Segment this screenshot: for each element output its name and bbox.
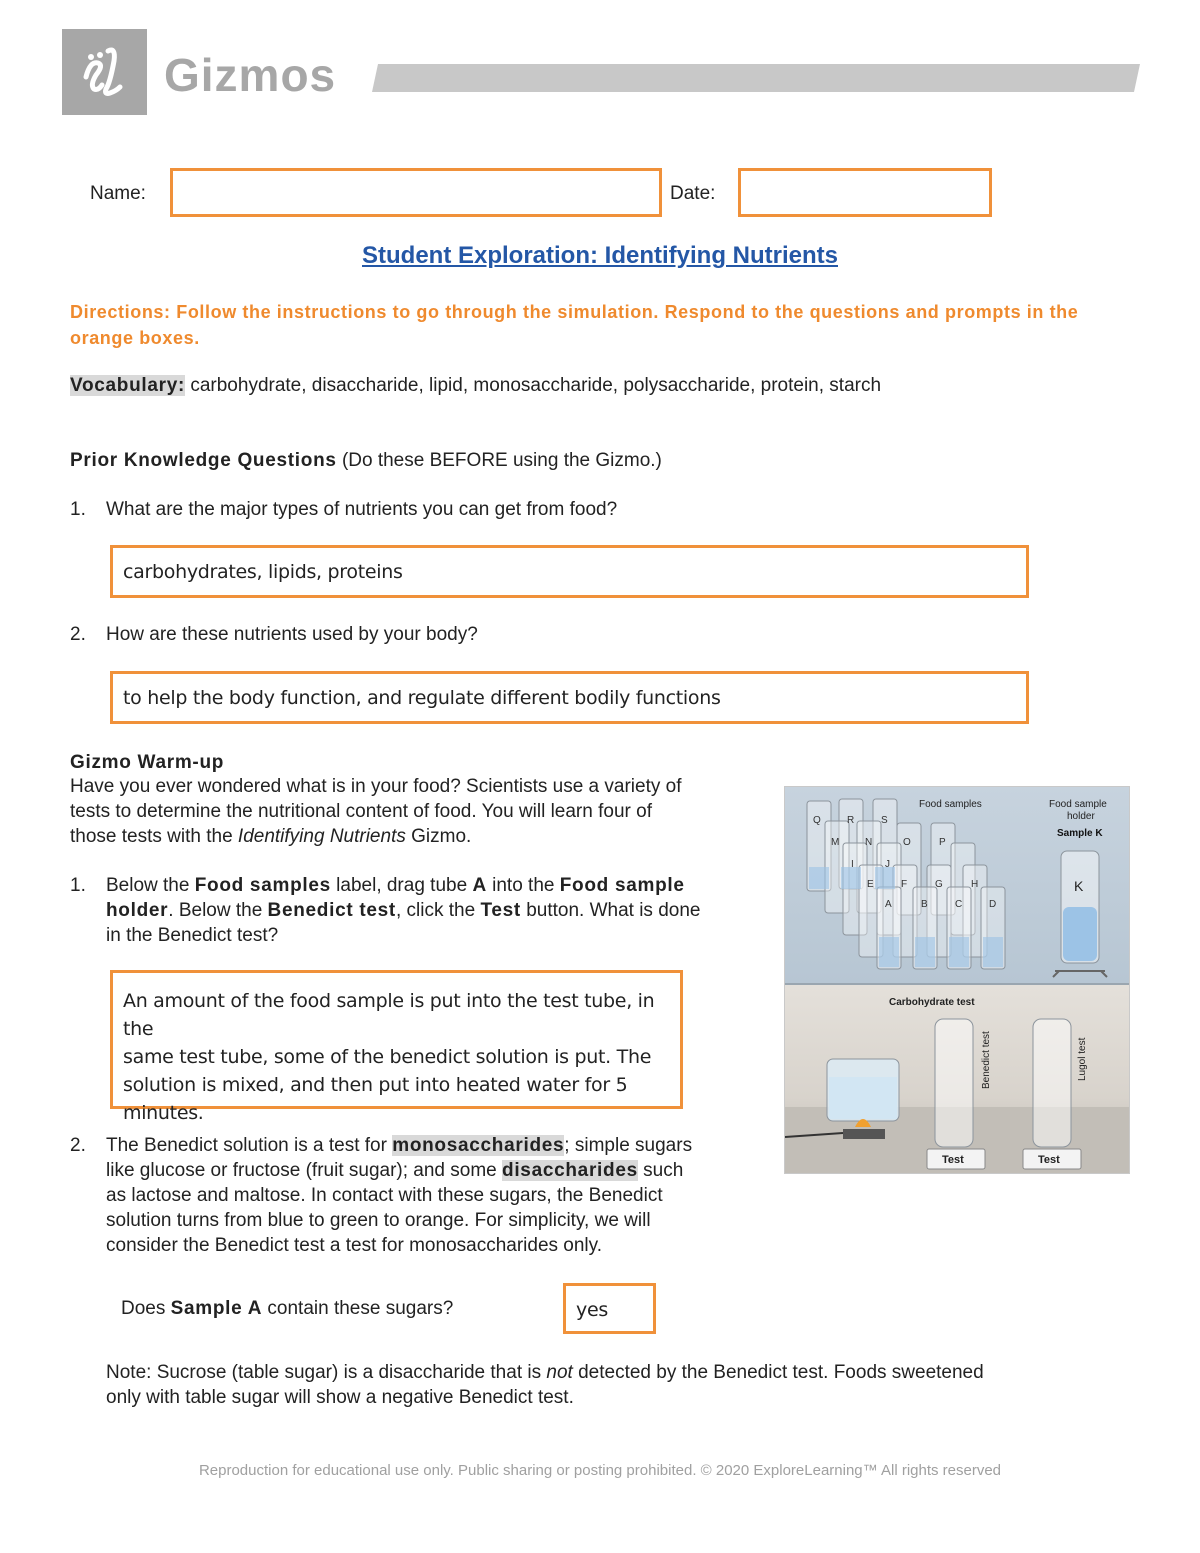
- logo-box: [62, 29, 147, 115]
- sample-k-label: Sample K: [1057, 828, 1103, 839]
- prior-knowledge-title: Prior Knowledge Questions: [70, 450, 337, 471]
- tube-label-a: A: [885, 899, 892, 910]
- pk-answer-1: carbohydrates, lipids, proteins: [123, 561, 403, 583]
- footer: Reproduction for educational use only. Public sharing or posting prohibited. © 2020 ExploreLearning™ All rights reserved: [198, 1462, 1002, 1479]
- warmup-q1-number: 1.: [70, 875, 86, 896]
- warmup-q1-answer-box[interactable]: [110, 970, 683, 1124]
- warmup-q2-text: The Benedict solution is a test for monosaccharides; simple sugars like glucose or fructose (fruit sugar); and some disaccharides such as lactose and maltose. In contact with these sugars, the Benedict solution turns from blue to green to orange. For simplicity, we will consider the Benedict test a test for monosaccharides only.: [106, 1135, 693, 1256]
- pk-question-2-number: 2.: [70, 624, 86, 645]
- vocabulary-label: Vocabulary:: [70, 375, 186, 396]
- simulation-screenshot: [784, 786, 1130, 1174]
- name-field[interactable]: [170, 168, 662, 217]
- tube-label-m: M: [831, 837, 840, 848]
- tube-label-r: R: [847, 815, 855, 826]
- vocabulary-terms: carbohydrate, disaccharide, lipid, monosaccharide, polysaccharide, protein, starch: [190, 375, 882, 396]
- vocabulary: [70, 373, 1130, 398]
- tube-label-o: O: [903, 837, 911, 848]
- tube-label-h: H: [971, 879, 979, 890]
- tube-label-b: B: [921, 899, 928, 910]
- date-label: Date:: [670, 183, 716, 204]
- tube-label-p: P: [939, 837, 946, 848]
- warmup-intro-line-2: tests to determine the nutritional content of food. You will learn four of: [70, 801, 652, 822]
- explorelearning-logo-icon: [62, 29, 147, 115]
- tube-label-f: F: [901, 879, 908, 890]
- pk-answer-2-box[interactable]: [110, 671, 1029, 724]
- warmup-q2-subquestion: Does Sample A contain these sugars?: [121, 1298, 454, 1319]
- pk-answer-1-box[interactable]: [110, 545, 1029, 598]
- header-bar: [372, 64, 1140, 92]
- pk-question-2-text: How are these nutrients used by your body?: [106, 624, 478, 645]
- holder-label-1: Food sample: [1049, 799, 1107, 810]
- warmup-q1-answer-line-2: same test tube, some of the benedict solution is put. The: [123, 1046, 652, 1068]
- pk-question-1-number: 1.: [70, 499, 86, 520]
- directions: Directions: Follow the instructions to go through the simulation. Respond to the questions and prompts in the orange boxes.: [70, 302, 1079, 348]
- tube-label-q: Q: [813, 815, 821, 826]
- benedict-test-label: Benedict test: [981, 1031, 992, 1089]
- warmup-intro: [70, 774, 780, 849]
- date-field[interactable]: [738, 168, 992, 217]
- tube-label-d: D: [989, 899, 997, 910]
- pk-answer-2: to help the body function, and regulate different bodily functions: [123, 687, 721, 709]
- warmup-q1-answer-line-3: solution is mixed, and then put into heated water for 5: [123, 1074, 628, 1096]
- simulation-illustration: [785, 787, 1129, 1173]
- prior-knowledge-note: (Do these BEFORE using the Gizmo.): [341, 450, 662, 471]
- tube-label-c: C: [955, 899, 963, 910]
- tube-label-s: S: [881, 815, 888, 826]
- warmup-q1-text: Below the Food samples label, drag tube A into the Food sample holder. Below the Benedict test, click the Test button. What is done in the Benedict test?: [106, 875, 701, 946]
- page-title: Student Exploration: Identifying Nutrients: [362, 242, 838, 269]
- pk-question-1-text: What are the major types of nutrients you can get from food?: [106, 499, 618, 520]
- warmup-note: Note: Sucrose (table sugar) is a disaccharide that is not detected by the Benedict test. Foods sweetened only with table sugar will show a negative Benedict test.: [106, 1362, 984, 1408]
- lugol-test-label: Lugol test: [1077, 1037, 1088, 1081]
- warmup-q1-answer-line-1: An amount of the food sample is put into the test tube, in the: [123, 990, 655, 1040]
- warmup-intro-line-1: Have you ever wondered what is in your food? Scientists use a variety of: [70, 776, 682, 797]
- holder-label-2: holder: [1067, 811, 1095, 822]
- brand-name: Gizmos: [164, 49, 337, 101]
- carbohydrate-test-label: Carbohydrate test: [889, 997, 975, 1008]
- warmup-intro-line-3: those tests with the Identifying Nutrients Gizmo.: [70, 826, 472, 847]
- food-samples-label: Food samples: [919, 799, 982, 810]
- warmup-q2-answer: yes: [576, 1299, 608, 1321]
- warmup-q2-answer-box[interactable]: [563, 1283, 656, 1334]
- tube-label-i: I: [851, 859, 854, 870]
- tube-label-g: G: [935, 879, 943, 890]
- benedict-test-button-label: Test: [942, 1154, 964, 1166]
- lugol-test-button-label: Test: [1038, 1154, 1060, 1166]
- warmup-q2-number: 2.: [70, 1135, 86, 1156]
- tube-label-n: N: [865, 837, 873, 848]
- tube-label-e: E: [867, 879, 874, 890]
- warmup-q1-answer-line-4: minutes.: [123, 1102, 204, 1124]
- warmup-heading: Gizmo Warm-up: [70, 752, 225, 773]
- tube-label-j: J: [885, 859, 890, 870]
- holder-tube-letter: K: [1074, 878, 1084, 894]
- prior-knowledge-heading: [70, 448, 662, 473]
- name-label: Name:: [90, 183, 146, 204]
